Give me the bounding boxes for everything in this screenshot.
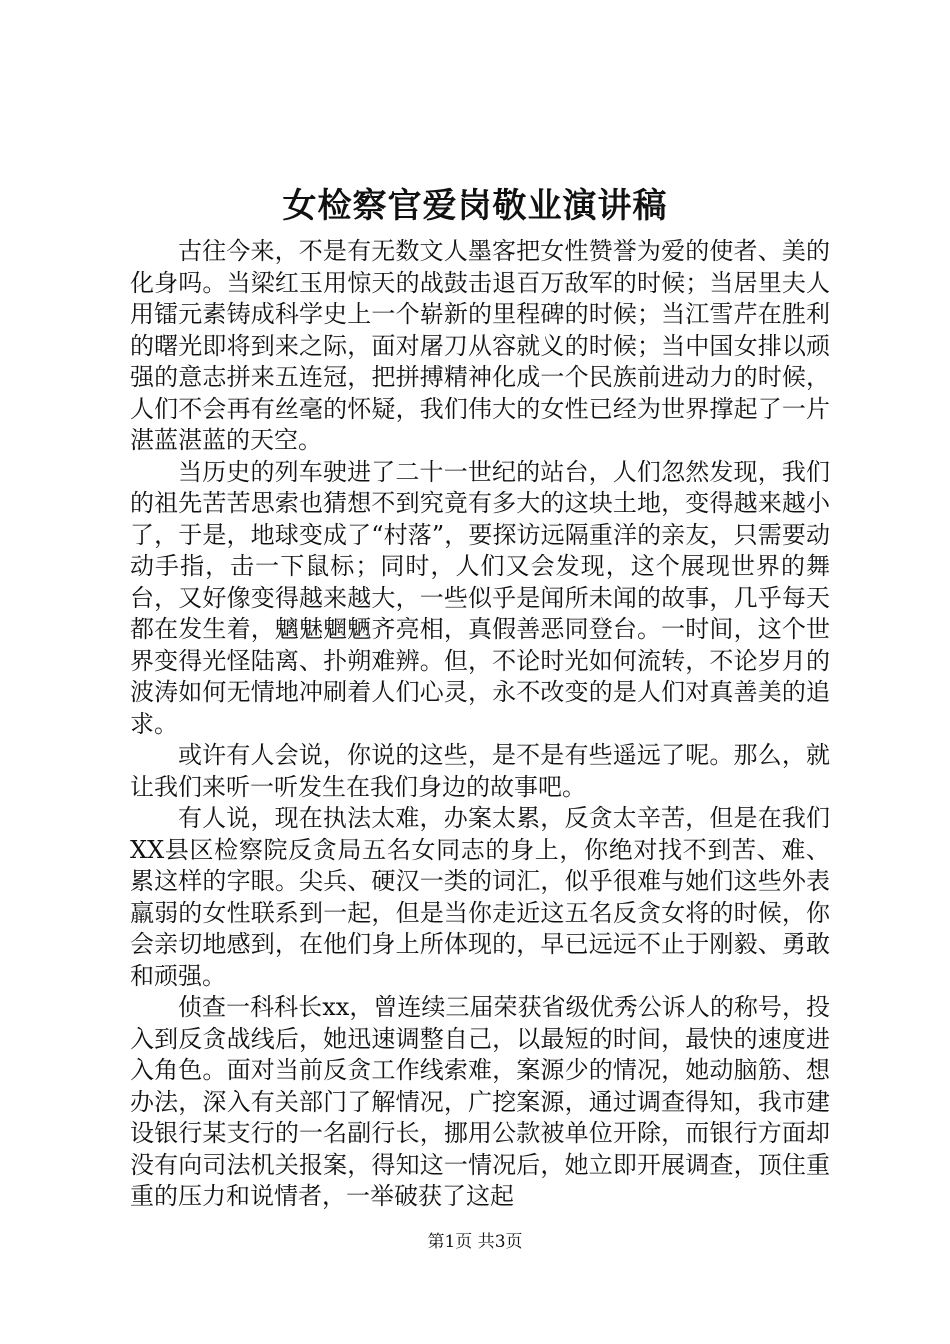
- paragraph-1: 古往今来，不是有无数文人墨客把女性赞誉为爱的使者、美的化身吗。当梁红玉用惊天的战鼓击退百万敌军的时候；当居里夫人用镭元素铸成科学史上一个崭新的里程碑的时候；当江雪芹在胜利的曙光即将到来之际，面对屠刀从容就义的时候；当中国女排以顽强的意志拼来五连冠，把拼搏精神化成一个民族前进动力的时候，人们不会再有丝毫的怀疑，我们伟大的女性已经为世界撑起了一片湛蓝湛蓝的天空。: [130, 237, 830, 454]
- paragraph-2: 当历史的列车驶进了二十一世纪的站台，人们忽然发现，我们的祖先苦苦思索也猜想不到究竟有多大的这块土地，变得越来越小了，于是，地球变成了“村落”，要探访远隔重洋的亲友，只需要动动手指，击一下鼠标；同时，人们又会发现，这个展现世界的舞台，又好像变得越来越大，一些似乎是闻所未闻的故事，几乎每天都在发生着，魑魅魍魉齐亮相，真假善恶同登台。一时间，这个世界变得光怪陆离、扑朔难辨。但，不论时光如何流转，不论岁月的波涛如何无情地冲刷着人们心灵，永不改变的是人们对真善美的追求。: [130, 457, 830, 738]
- paragraph-4: 有人说，现在执法太难，办案太累，反贪太辛苦，但是在我们XX县区检察院反贪局五名女同志的身上，你绝对找不到苦、难、累这样的字眼。尖兵、硬汉一类的词汇，似乎很难与她们这些外表羸弱的女性联系到一起，但是当你走近这五名反贪女将的时候，你会亲切地感到，在他们身上所体现的，早已远远不止于刚毅、勇敢和顽强。: [130, 804, 830, 990]
- document-body: [130, 236, 830, 1213]
- paragraph-5: 侦查一科科长xx，曾连续三届荣获省级优秀公诉人的称号，投入到反贪战线后，她迅速调整自己，以最短的时间，最快的速度进入角色。面对当前反贪工作线索难，案源少的情况，她动脑筋、想办法，深入有关部门了解情况，广挖案源，通过调查得知，我市建设银行某支行的一名副行长，挪用公款被单位开除，而银行方面却没有向司法机关报案，得知这一情况后，她立即开展调查，顶住重重的压力和说情者，一举破获了这起: [130, 993, 830, 1210]
- document-title: 女检察官爱岗敬业演讲稿: [282, 186, 668, 226]
- page-number-footer: 第1页 共3页: [427, 1232, 523, 1252]
- paragraph-3: 或许有人会说，你说的这些，是不是有些遥远了呢。那么，就让我们来听一听发生在我们身边的故事吧。: [130, 741, 830, 801]
